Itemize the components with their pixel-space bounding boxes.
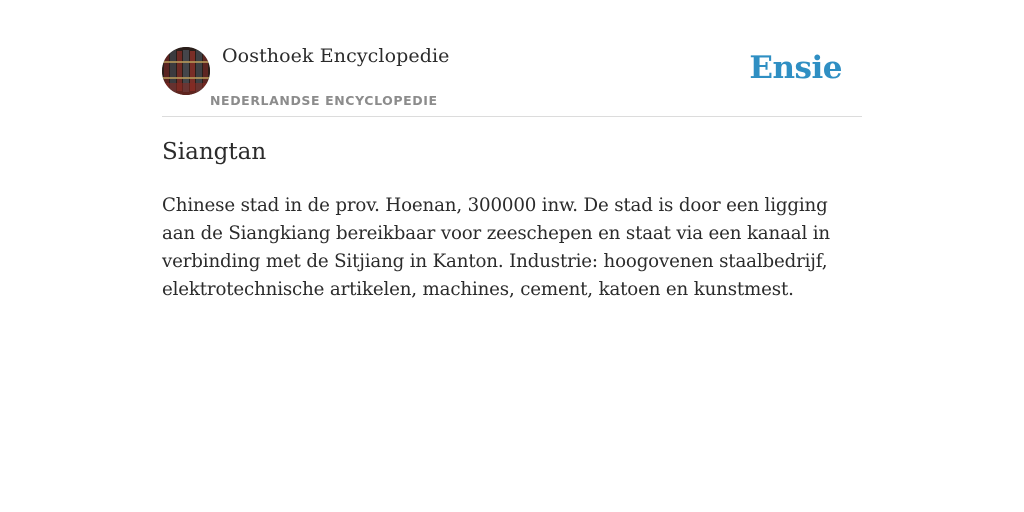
ensie-logo-link[interactable]: Ensie [749, 50, 842, 86]
source-avatar[interactable] [162, 47, 210, 95]
article-title: Siangtan [162, 139, 267, 165]
source-subtitle: NEDERLANDSE ENCYCLOPEDIE [210, 93, 438, 108]
book-spines-icon [162, 47, 210, 95]
source-title[interactable]: Oosthoek Encyclopedie [222, 45, 450, 67]
source-header [162, 40, 862, 117]
article-body: Chinese stad in de prov. Hoenan, 300000 inw. De stad is door een ligging aan de Siangkiang bereikbaar voor zeeschepen en staat via een kanaal in verbinding met de Sitjiang in Kanton. Industrie: hoogovenen staalbedrijf, elektrotechnische artikelen, machines, cement, katoen en kunstmest. [162, 195, 830, 300]
